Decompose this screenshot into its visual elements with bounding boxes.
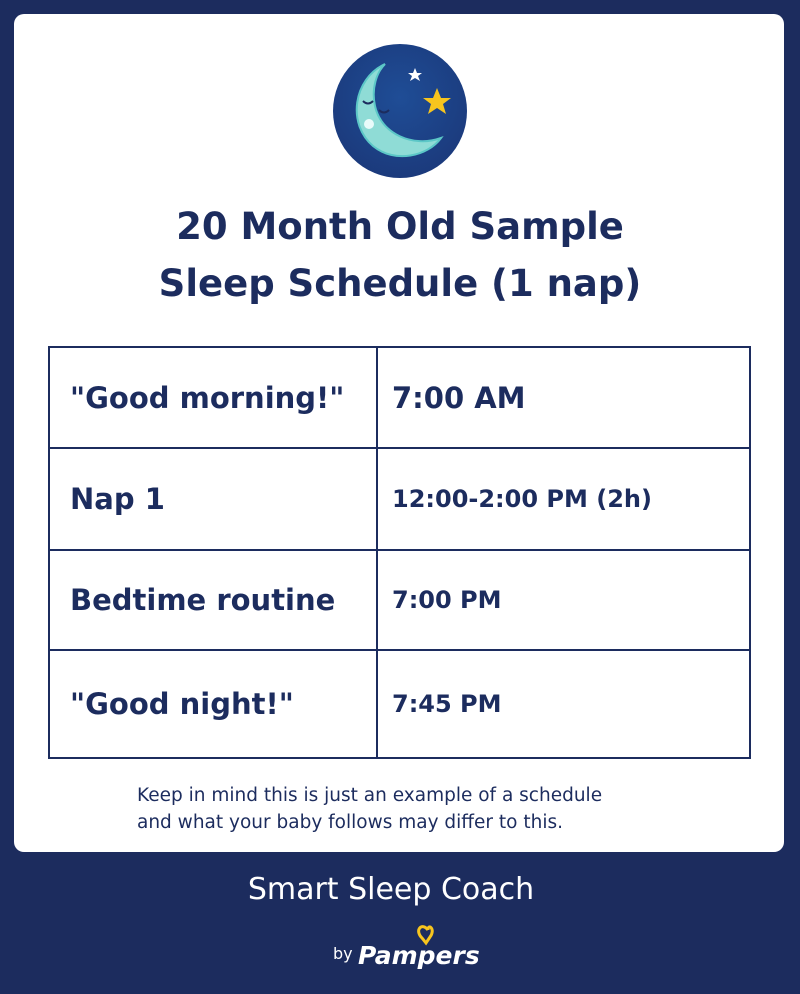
row-label: Bedtime routine: [49, 550, 377, 650]
table-row: [49, 448, 750, 550]
pampers-logo: [358, 922, 480, 972]
sleeping-moon-icon: [333, 44, 467, 178]
row-time: 7:45 PM: [377, 650, 750, 758]
page-title: [0, 198, 800, 312]
row-label: Nap 1: [49, 448, 377, 550]
row-time: 12:00-2:00 PM (2h): [377, 448, 750, 550]
table-row: [49, 650, 750, 758]
svg-text:Pampers: Pampers: [358, 941, 480, 970]
note-line-2: and what your baby follows may differ to this.: [137, 812, 563, 833]
row-time: 7:00 AM: [377, 347, 750, 448]
row-time: 7:00 PM: [377, 550, 750, 650]
table-row: [49, 550, 750, 650]
by-label: by: [333, 944, 353, 963]
schedule-table: [48, 346, 751, 759]
disclaimer-note: [137, 782, 602, 836]
table-row: [49, 347, 750, 448]
note-line-1: Keep in mind this is just an example of a schedule: [137, 785, 603, 806]
title-line-2: Sleep Schedule (1 nap): [158, 262, 642, 305]
row-label: "Good night!": [49, 650, 377, 758]
title-line-1: 20 Month Old Sample: [176, 205, 624, 248]
brand-name: Smart Sleep Coach: [247, 872, 535, 907]
row-label: "Good morning!": [49, 347, 377, 448]
